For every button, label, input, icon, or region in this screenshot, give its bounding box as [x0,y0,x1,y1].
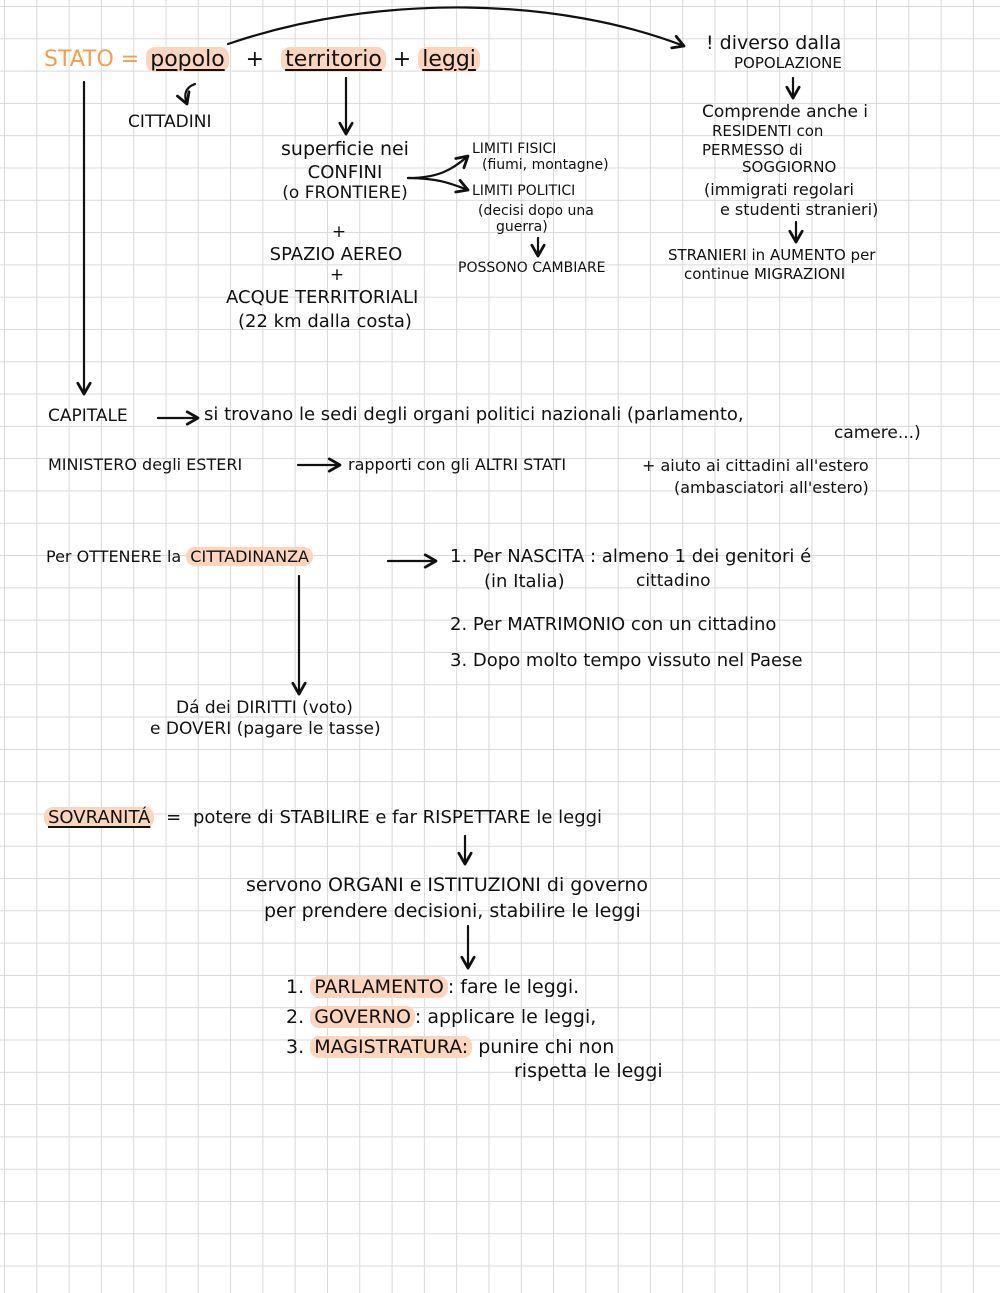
governo-text: : applicare le leggi, [414,1006,597,1028]
doveri-tasse: e DOVERI (pagare le tasse) [150,719,381,739]
acque-territoriali: ACQUE TERRITORIALI [226,287,419,308]
item-number: 3. [286,1036,305,1058]
leggi-term: leggi [418,47,480,72]
equals-sign: = [166,807,182,828]
ministero-label: MINISTERO degli ESTERI [48,455,243,474]
cittadinanza-label: CITTADINANZA [186,547,313,566]
permesso-di: PERMESSO di [702,141,803,159]
equals-sign: = [120,47,140,72]
capitale-label: CAPITALE [48,406,128,426]
stato-equation [44,48,480,71]
limiti-politici: LIMITI POLITICI [472,183,576,199]
superficie-line: superficie nei [281,138,409,160]
stato-title: STATO [44,47,114,72]
cittadinanza-matrimonio: 2. Per MATRIMONIO con un cittadino [450,614,777,635]
continue-migrazioni: continue MIGRAZIONI [684,265,846,283]
magistratura-text-cont: rispetta le leggi [514,1060,663,1082]
cittadini-label: CITTADINI [128,112,212,132]
limiti-politici-detail: guerra) [496,219,548,235]
arrow-popolo-to-cittadini [185,84,195,104]
possono-cambiare: POSSONO CAMBIARE [458,260,606,276]
magistratura-label: MAGISTRATURA: [310,1036,472,1058]
stranieri-aumento: STRANIERI in AUMENTO per [668,246,876,264]
plus-sign: + [392,47,412,72]
limiti-politici-detail: (decisi dopo una [478,203,594,219]
cittadinanza-nascita: 1. Per NASCITA : almeno 1 dei genitori é [450,546,812,567]
comprende-anche: Comprende anche i [702,102,869,122]
servono-organi: servono ORGANI e ISTITUZIONI di governo [246,874,649,896]
organo-governo [286,1008,596,1028]
item-number: 1. [286,976,305,998]
magistratura-text: punire chi non [478,1036,615,1058]
acque-distanza: (22 km dalla costa) [238,311,412,332]
residenti-con: RESIDENTI con [712,122,824,140]
popolazione-label: POPOLAZIONE [734,54,842,72]
limiti-fisici: LIMITI FISICI [472,141,557,157]
governo-label: GOVERNO [310,1006,415,1028]
soggiorno: SOGGIORNO [742,158,837,176]
ministero-aiuto: + aiuto ai cittadini all'estero [642,456,869,475]
ministero-ambasciatori: (ambasciatori all'estero) [674,478,869,497]
parlamento-text: : fare le leggi. [447,976,580,998]
confini-line: CONFINI [307,162,383,183]
prendere-decisioni: per prendere decisioni, stabilire le leggi [264,900,641,922]
ministero-rapporti: rapporti con gli ALTRI STATI [348,455,567,474]
cittadinanza-cittadino: cittadino [636,571,711,591]
territorio-term: territorio [281,47,386,72]
popolo-term: popolo [146,47,228,72]
cittadinanza-tempo: 3. Dopo molto tempo vissuto nel Paese [450,650,803,671]
sovranita-label: SOVRANITÁ [44,807,154,828]
frontiere-line: (o FRONTIERE) [282,183,408,203]
spazio-aereo: SPAZIO AEREO [269,244,403,265]
cittadinanza-in-italia: (in Italia) [484,571,565,592]
arrow-popolo-to-popolazione [228,7,684,46]
capitale-text: si trovano le sedi degli organi politici nazionali (parlamento, [204,404,744,425]
plus-sign: + [331,222,347,242]
diritti-voto: Dá dei DIRITTI (voto) [176,698,353,718]
item-number: 2. [286,1006,305,1028]
cittadinanza-prefix: Per OTTENERE la [46,547,182,566]
studenti-stranieri: e studenti stranieri) [720,200,879,219]
plus-sign: + [245,47,265,72]
capitale-text-cont: camere...) [834,423,921,443]
cittadinanza-heading [46,549,313,566]
organo-magistratura [286,1038,614,1058]
sovranita-definition: potere di STABILIRE e far RISPETTARE le leggi [192,807,603,828]
parlamento-label: PARLAMENTO [310,976,448,998]
plus-sign: + [329,265,345,285]
immigrati-regolari: (immigrati regolari [704,180,854,199]
sovranita-heading [44,809,602,828]
limiti-fisici-detail: (fiumi, montagne) [482,157,609,173]
diverso-dalla: ! diverso dalla [706,32,842,54]
organo-parlamento [286,978,579,998]
